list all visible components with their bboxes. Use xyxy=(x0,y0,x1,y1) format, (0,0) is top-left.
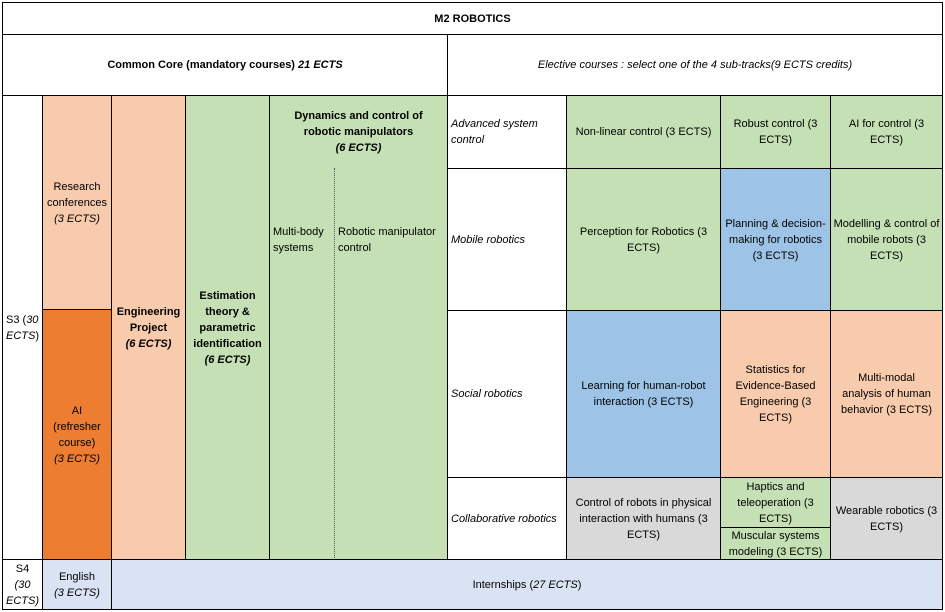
dynamics-name: Dynamics and control of robotic manipulators xyxy=(294,110,423,138)
course-learning-hri xyxy=(566,310,721,478)
course-research-conferences xyxy=(42,95,112,310)
estimation-name: Estimation theory & parametric identification xyxy=(193,289,262,350)
course-name: Planning & decision-making for robotics (3 ECTS) xyxy=(725,217,826,262)
internships-close: ) xyxy=(577,578,582,591)
course-name: Learning for human-robot interaction (3 ECTS) xyxy=(581,380,706,408)
course-estimation-theory xyxy=(185,95,270,560)
common-core-label xyxy=(107,57,342,73)
course-ai-for-control xyxy=(830,95,943,169)
engineering-name: Engineering Project xyxy=(116,305,181,334)
s3-credits: 30 ECTS xyxy=(6,313,39,342)
course-nonlinear-control xyxy=(566,95,721,169)
english-name: English xyxy=(58,570,96,583)
internships-credits: 27 ECTS xyxy=(533,578,578,591)
course-name: Robust control (3 ECTS) xyxy=(733,118,818,146)
s3-label xyxy=(6,312,40,344)
course-multimodal-analysis xyxy=(830,310,943,478)
common-core-header xyxy=(2,34,448,96)
semester-s3 xyxy=(2,95,43,560)
track-social-robotics xyxy=(447,310,567,478)
common-core-text: Common Core (mandatory courses) xyxy=(107,59,299,71)
course-name: Wearable robotics (3 ECTS) xyxy=(835,504,938,533)
course-perception-for-robotics xyxy=(566,168,721,311)
estimation-credits: (6 ECTS) xyxy=(204,353,251,366)
course-wearable-robotics xyxy=(830,477,943,560)
track-name: Advanced system control xyxy=(451,118,538,146)
course-name: AI for control (3 ECTS) xyxy=(848,118,925,146)
track-mobile-robotics xyxy=(447,168,567,311)
common-core-credits: 21 ECTS xyxy=(298,59,343,71)
internships-label xyxy=(473,577,582,593)
research-name: Research conferences xyxy=(47,180,107,209)
course-english xyxy=(42,559,112,610)
internships-text: Internships ( xyxy=(472,578,534,591)
table-title xyxy=(2,2,943,35)
course-ai-refresher xyxy=(42,309,112,560)
course-multibody-systems xyxy=(270,222,332,258)
manipulator-control-name: Robotic manipulator control xyxy=(338,226,436,254)
english-credits: (3 ECTS) xyxy=(54,586,100,599)
course-name: Modelling & control of mobile robots (3 ECTS) xyxy=(833,217,940,262)
course-statistics-evidence-based xyxy=(720,310,831,478)
track-advanced-system-control xyxy=(447,95,567,169)
course-name: Control of robots in physical interaction with humans (3 ECTS) xyxy=(575,496,712,541)
course-robotic-manipulator-control xyxy=(335,222,447,258)
course-planning-decision-making xyxy=(720,168,831,311)
track-collaborative-robotics xyxy=(447,477,567,560)
s3-close: ) xyxy=(35,329,40,342)
course-name: Multi-modal analysis of human behavior (3 ECTS) xyxy=(840,372,933,416)
s4-text: S4 xyxy=(15,562,30,575)
research-credits: (3 ECTS) xyxy=(54,212,100,225)
track-name: Mobile robotics xyxy=(451,233,525,246)
course-engineering-project xyxy=(111,95,186,560)
course-robust-control xyxy=(720,95,831,169)
course-internships xyxy=(111,559,943,610)
title-text: M2 ROBOTICS xyxy=(434,12,511,25)
course-name: Haptics and teleoperation (3 ECTS) xyxy=(737,480,814,525)
ai-refresher-credits: (3 ECTS) xyxy=(54,452,100,465)
electives-header-text: Elective courses : select one of the 4 sub-tracks(9 ECTS credits) xyxy=(537,59,853,71)
course-control-physical-interaction xyxy=(566,477,721,560)
course-haptics-teleoperation xyxy=(720,477,831,528)
semester-s4 xyxy=(2,559,43,610)
course-muscular-systems-modeling xyxy=(720,527,831,560)
s3-text: S3 ( xyxy=(6,313,27,326)
course-dynamics-control xyxy=(269,95,448,560)
engineering-credits: (6 ECTS) xyxy=(125,337,172,350)
track-name: Social robotics xyxy=(451,388,523,400)
electives-header xyxy=(447,34,943,96)
multibody-name: Multi-body systems xyxy=(273,226,324,254)
dynamics-credits: (6 ECTS) xyxy=(335,142,382,154)
course-name: Non-linear control (3 ECTS) xyxy=(575,126,712,138)
course-name: Perception for Robotics (3 ECTS) xyxy=(579,225,708,254)
s4-credits: (30 ECTS) xyxy=(6,578,39,607)
course-modelling-control-mobile xyxy=(830,168,943,311)
course-name: Muscular systems modeling (3 ECTS) xyxy=(728,529,823,558)
track-name: Collaborative robotics xyxy=(451,512,557,525)
ai-refresher-name: AI (refresher course) xyxy=(53,404,101,449)
course-name: Statistics for Evidence-Based Engineering (3 ECTS) xyxy=(735,364,816,424)
